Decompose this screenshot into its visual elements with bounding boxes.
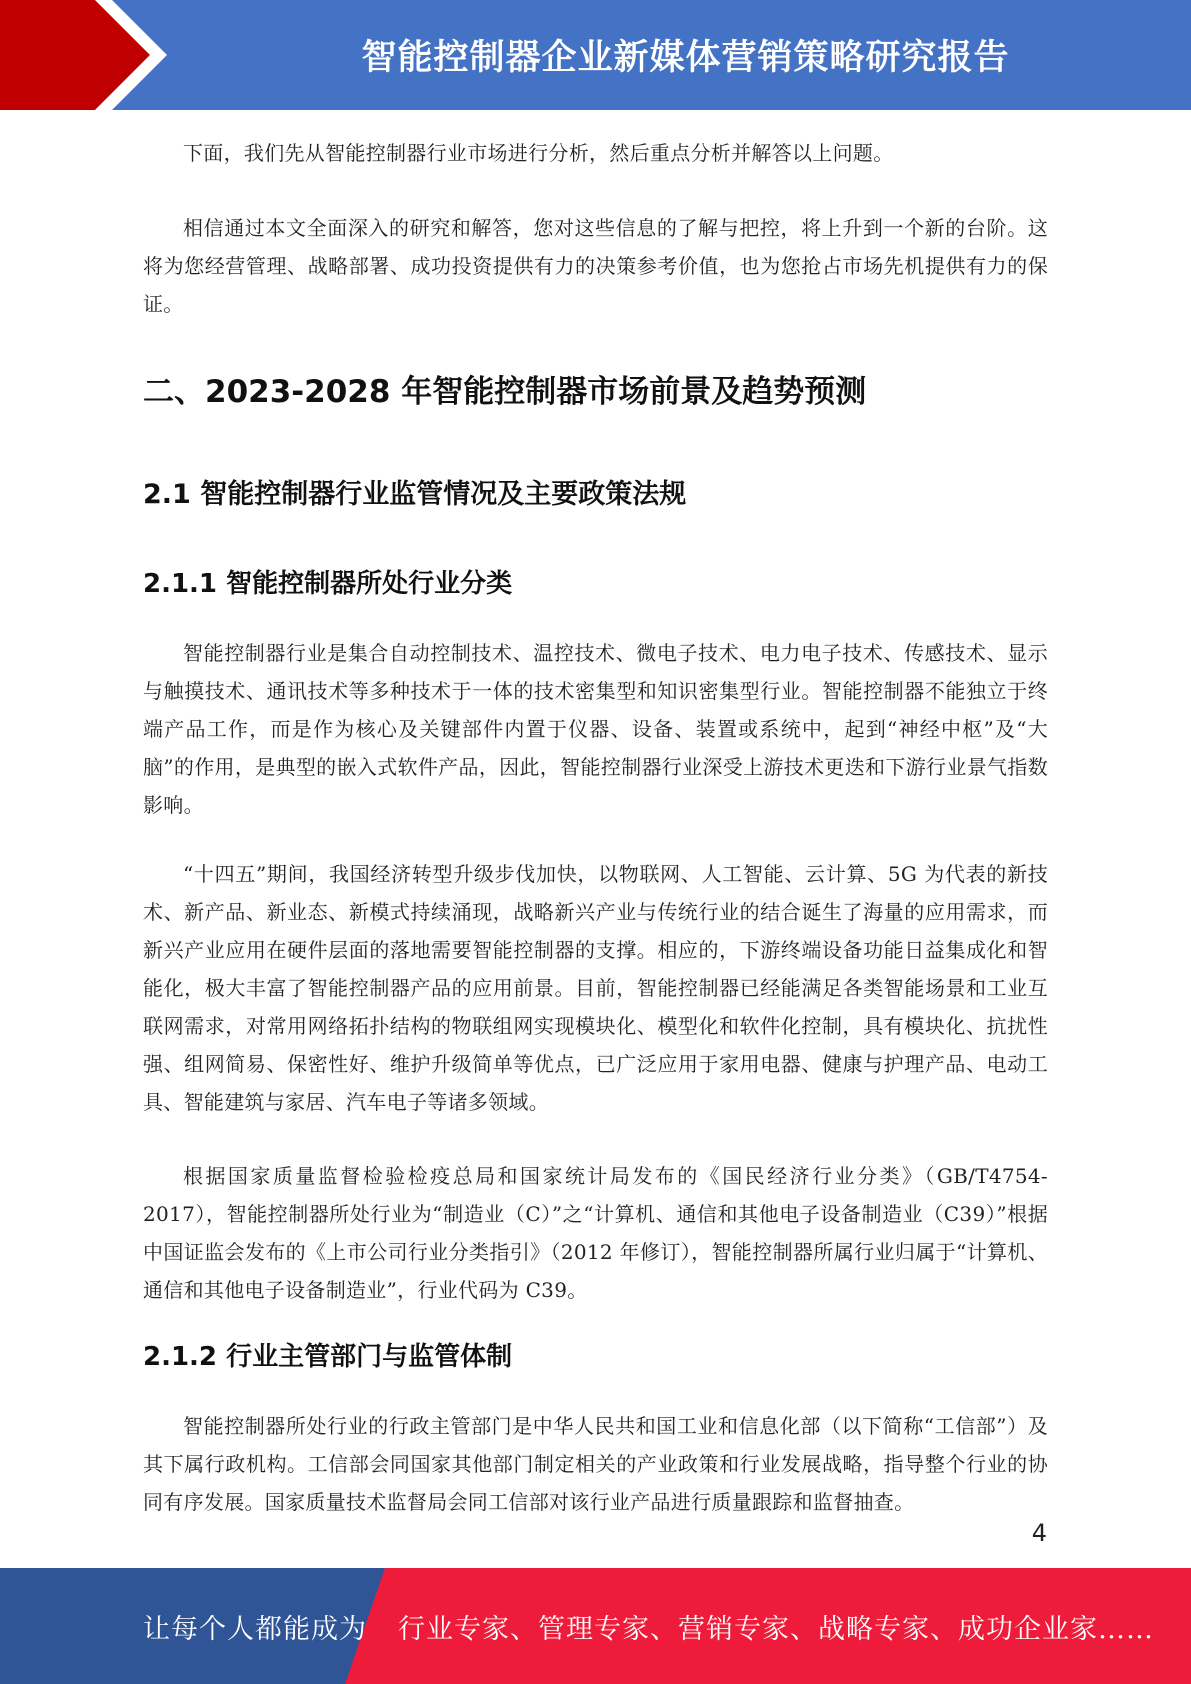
report-title: 智能控制器企业新媒体营销策略研究报告 [361, 38, 1010, 78]
section-2-1-1-paragraph-1: 智能控制器行业是集合自动控制技术、温控技术、微电子技术、电力电子技术、传感技术、显示与触摸技术、通讯技术等多种技术于一体的技术密集型和知识密集型行业。智能控制器不能独立于终端产品工作，而是作为核心及关键部件内置于仪器、设备、装置或系统中，起到“神经中枢”及“大脑”的作用，是典型的嵌入式软件产品，因此，智能控制器行业深受上游技术更迭和下游行业景气指数影响。 [143, 641, 1048, 817]
section-2-1-1-paragraph-2: “十四五”期间，我国经济转型升级步伐加快，以物联网、人工智能、云计算、5G 为代表的新技术、新产品、新业态、新模式持续涌现，战略新兴产业与传统行业的结合诞生了海量的应用需求，而新兴产业应用在硬件层面的落地需要智能控制器的支撑。相应的，下游终端设备功能日益集成化和智能化，极大丰富了智能控制器产品的应用前景。目前，智能控制器已经能满足各类智能场景和工业互联网需求，对常用网络拓扑结构的物联组网实现模块化、模型化和软件化控制，具有模块化、抗扰性强、组网简易、保密性好、维护升级简单等优点，已广泛应用于家用电器、健康与护理产品、电动工具、智能建筑与家居、汽车电子等诸多领域。 [143, 862, 1048, 1114]
page-number: 4 [1031, 1519, 1047, 1547]
section-2-1-1-heading: 2.1.1 智能控制器所处行业分类 [143, 569, 513, 599]
footer-slogan-right: 行业专家、管理专家、营销专家、战略专家、成功企业家…… [398, 1613, 1154, 1645]
footer-slogan-left: 让每个人都能成为 [143, 1613, 367, 1645]
page-footer [0, 1568, 1191, 1684]
section-2-1-1-paragraph-3: 根据国家质量监督检验检疫总局和国家统计局发布的《国民经济行业分类》（GB/T4754-2017），智能控制器所处行业为“制造业（C）”之“计算机、通信和其他电子设备制造业（C39）”根据中国证监会发布的《上市公司行业分类指引》（2012 年修订），智能控制器所属行业归属于“计算机、通信和其他电子设备制造业”，行业代码为 C39。 [143, 1164, 1048, 1302]
section-2-1-2-heading: 2.1.2 行业主管部门与监管体制 [143, 1342, 513, 1372]
intro-paragraph-1: 下面，我们先从智能控制器行业市场进行分析，然后重点分析并解答以上问题。 [183, 141, 894, 165]
section-2-heading: 二、2023-2028 年智能控制器市场前景及趋势预测 [143, 374, 867, 410]
section-2-1-heading: 2.1 智能控制器行业监管情况及主要政策法规 [143, 479, 687, 510]
intro-paragraph-2: 相信通过本文全面深入的研究和解答，您对这些信息的了解与把控，将上升到一个新的台阶。这将为您经营管理、战略部署、成功投资提供有力的决策参考价值，也为您抢占市场先机提供有力的保证。 [143, 216, 1048, 316]
page-header [0, 0, 1191, 110]
section-2-1-2-paragraph-1: 智能控制器所处行业的行政主管部门是中华人民共和国工业和信息化部（以下简称“工信部”）及其下属行政机构。工信部会同国家其他部门制定相关的产业政策和行业发展战略，指导整个行业的协同有序发展。国家质量技术监督局会同工信部对该行业产品进行质量跟踪和监督抽查。 [143, 1414, 1048, 1514]
